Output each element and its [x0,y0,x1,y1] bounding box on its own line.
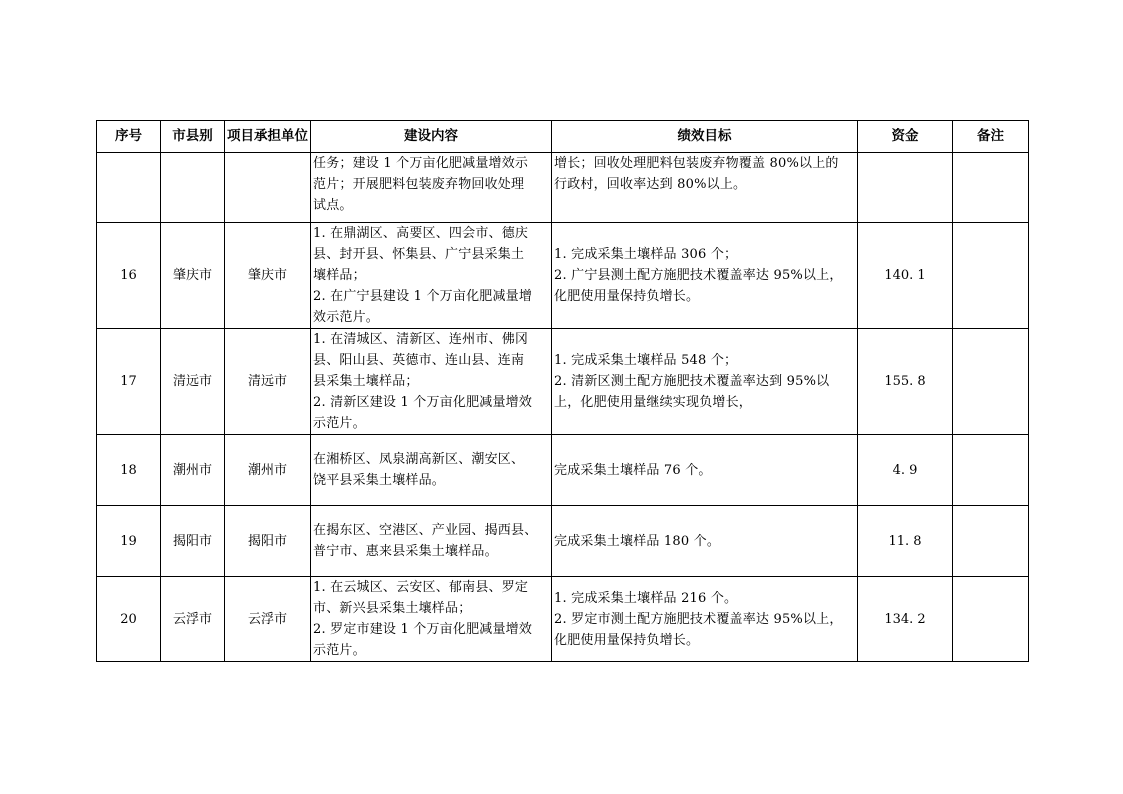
cell-fund [858,153,953,223]
cell-index: 20 [97,577,161,662]
cell-unit: 云浮市 [225,577,311,662]
header-city: 市县别 [161,121,225,153]
cell-content: 1. 在鼎湖区、高要区、四会市、德庆 县、封开县、怀集县、广宁县采集土 壤样品； 2. 在广宁县建设 1 个万亩化肥减量增 效示范片。 [311,223,552,329]
cell-note [953,223,1029,329]
table-row [97,506,1029,577]
cell-index: 18 [97,435,161,506]
header-unit: 项目承担单位 [225,121,311,153]
cell-note [953,577,1029,662]
cell-fund: 11. 8 [858,506,953,577]
cell-unit: 肇庆市 [225,223,311,329]
cell-index: 17 [97,329,161,435]
cell-index: 19 [97,506,161,577]
cell-target: 完成采集土壤样品 180 个。 [552,506,858,577]
header-index: 序号 [97,121,161,153]
cell-unit [225,153,311,223]
cell-index: 16 [97,223,161,329]
cell-target: 完成采集土壤样品 76 个。 [552,435,858,506]
cell-content: 1. 在云城区、云安区、郁南县、罗定 市、新兴县采集土壤样品； 2. 罗定市建设 1 个万亩化肥减量增效 示范片。 [311,577,552,662]
table-row [97,329,1029,435]
table-row [97,153,1029,223]
cell-unit: 潮州市 [225,435,311,506]
cell-note [953,329,1029,435]
cell-note [953,153,1029,223]
cell-target: 1. 完成采集土壤样品 306 个； 2. 广宁县测土配方施肥技术覆盖率达 95%以上， 化肥使用量保持负增长。 [552,223,858,329]
table-row [97,435,1029,506]
header-row [97,121,1029,153]
header-note: 备注 [953,121,1029,153]
table-row [97,577,1029,662]
cell-index [97,153,161,223]
cell-content: 在湘桥区、凤泉湖高新区、潮安区、 饶平县采集土壤样品。 [311,435,552,506]
cell-city: 云浮市 [161,577,225,662]
cell-city: 潮州市 [161,435,225,506]
table-row [97,223,1029,329]
header-target: 绩效目标 [552,121,858,153]
cell-fund: 140. 1 [858,223,953,329]
cell-fund: 4. 9 [858,435,953,506]
cell-target: 1. 完成采集土壤样品 548 个； 2. 清新区测土配方施肥技术覆盖率达到 95%以 上，化肥使用量继续实现负增长， [552,329,858,435]
cell-target: 增长；回收处理肥料包装废弃物覆盖 80%以上的 行政村，回收率达到 80%以上。 [552,153,858,223]
project-table [96,120,1029,662]
cell-content: 在揭东区、空港区、产业园、揭西县、 普宁市、惠来县采集土壤样品。 [311,506,552,577]
cell-content: 1. 在清城区、清新区、连州市、佛冈 县、阳山县、英德市、连山县、连南 县采集土壤样品； 2. 清新区建设 1 个万亩化肥减量增效 示范片。 [311,329,552,435]
cell-city: 清远市 [161,329,225,435]
cell-fund: 155. 8 [858,329,953,435]
cell-target: 1. 完成采集土壤样品 216 个。 2. 罗定市测土配方施肥技术覆盖率达 95%以上， 化肥使用量保持负增长。 [552,577,858,662]
cell-city [161,153,225,223]
header-fund: 资金 [858,121,953,153]
cell-note [953,435,1029,506]
cell-content: 任务；建设 1 个万亩化肥减量增效示 范片；开展肥料包装废弃物回收处理 试点。 [311,153,552,223]
cell-unit: 清远市 [225,329,311,435]
header-content: 建设内容 [311,121,552,153]
cell-note [953,506,1029,577]
cell-fund: 134. 2 [858,577,953,662]
cell-unit: 揭阳市 [225,506,311,577]
cell-city: 肇庆市 [161,223,225,329]
cell-city: 揭阳市 [161,506,225,577]
